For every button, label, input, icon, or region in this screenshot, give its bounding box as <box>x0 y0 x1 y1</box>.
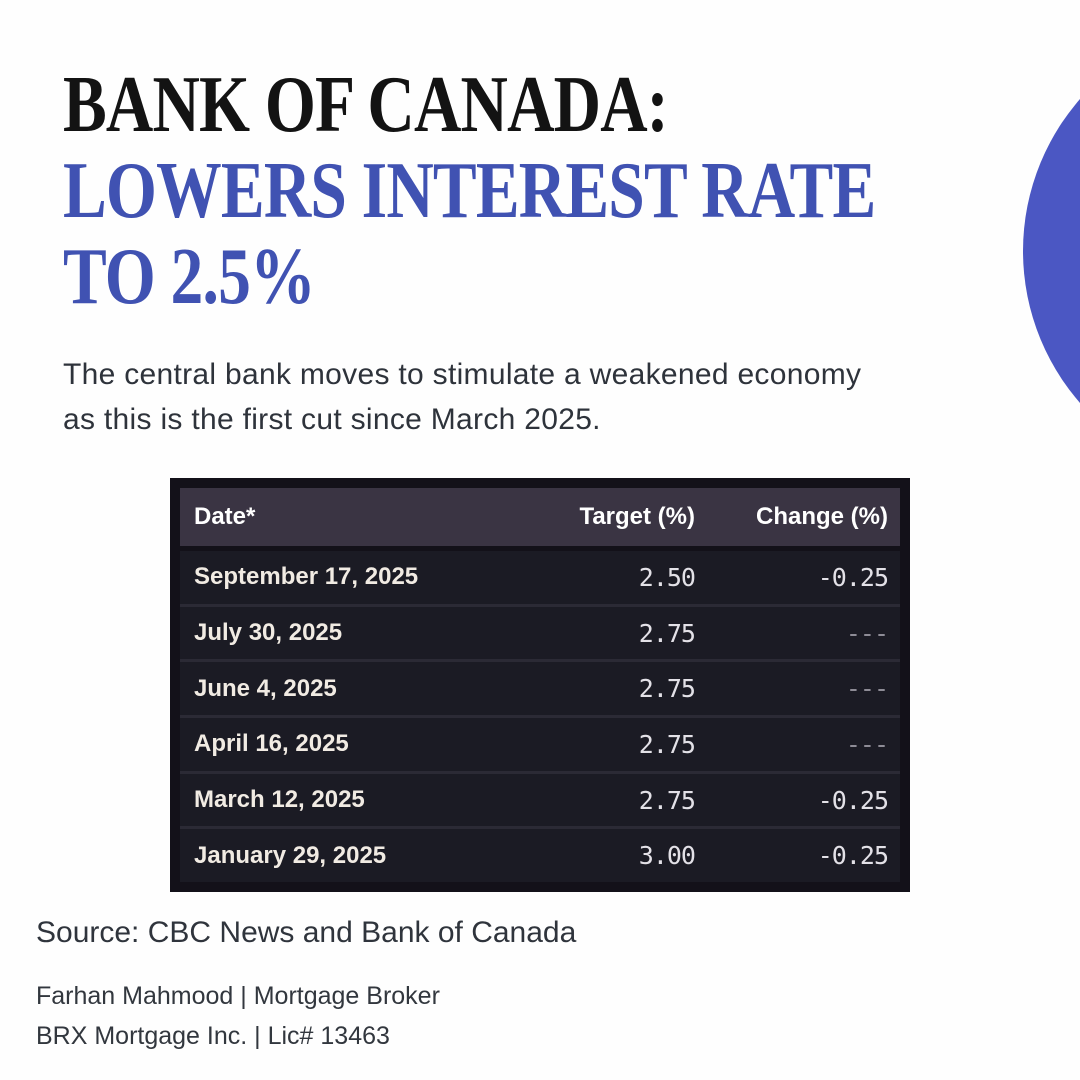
headline-line3: TO 2.5% <box>63 233 315 321</box>
cell-date: July 30, 2025 <box>194 619 343 646</box>
subtitle-line2: as this is the first cut since March 2025. <box>63 403 601 436</box>
table-row <box>180 715 900 771</box>
table-row <box>180 826 900 882</box>
cell-date: January 29, 2025 <box>194 841 387 869</box>
cell-target: 2.75 <box>638 674 695 704</box>
source-line: Source: CBC News and Bank of Canada <box>36 916 577 949</box>
table-body <box>180 551 900 882</box>
cell-target: 2.75 <box>638 729 695 759</box>
cell-target: 3.00 <box>638 841 695 871</box>
table-row <box>180 551 900 604</box>
cell-date: September 17, 2025 <box>194 563 419 591</box>
footer <box>36 976 440 1056</box>
cell-change: --- <box>845 618 888 648</box>
cell-target: 2.50 <box>638 562 695 592</box>
cell-change: -0.25 <box>817 785 888 815</box>
cell-date: June 4, 2025 <box>194 674 337 702</box>
subtitle <box>63 352 861 442</box>
subtitle-line1: The central bank moves to stimulate a weakened economy <box>63 358 862 391</box>
cell-change: -0.25 <box>817 841 888 871</box>
cell-change: --- <box>845 729 888 759</box>
cell-target: 2.75 <box>638 618 695 648</box>
col-header-change: Change (%) <box>756 503 888 530</box>
col-header-date: Date* <box>194 503 256 530</box>
cell-change: --- <box>845 674 888 704</box>
cell-date: March 12, 2025 <box>194 786 365 814</box>
cell-change: -0.25 <box>817 562 888 592</box>
table-row <box>180 604 900 660</box>
footer-line1: Farhan Mahmood | Mortgage Broker <box>36 982 440 1010</box>
headline-line2: LOWERS INTEREST RATE <box>63 147 876 235</box>
headline <box>63 62 1054 320</box>
cell-date: April 16, 2025 <box>194 730 349 758</box>
rate-table <box>170 478 910 892</box>
table-row <box>180 771 900 827</box>
table-row <box>180 659 900 715</box>
cell-target: 2.75 <box>638 785 695 815</box>
footer-line2: BRX Mortgage Inc. | Lic# 13463 <box>36 1022 390 1050</box>
headline-line1: BANK OF CANADA: <box>63 61 668 149</box>
col-header-target: Target (%) <box>579 503 695 530</box>
table-header-row <box>180 488 900 546</box>
